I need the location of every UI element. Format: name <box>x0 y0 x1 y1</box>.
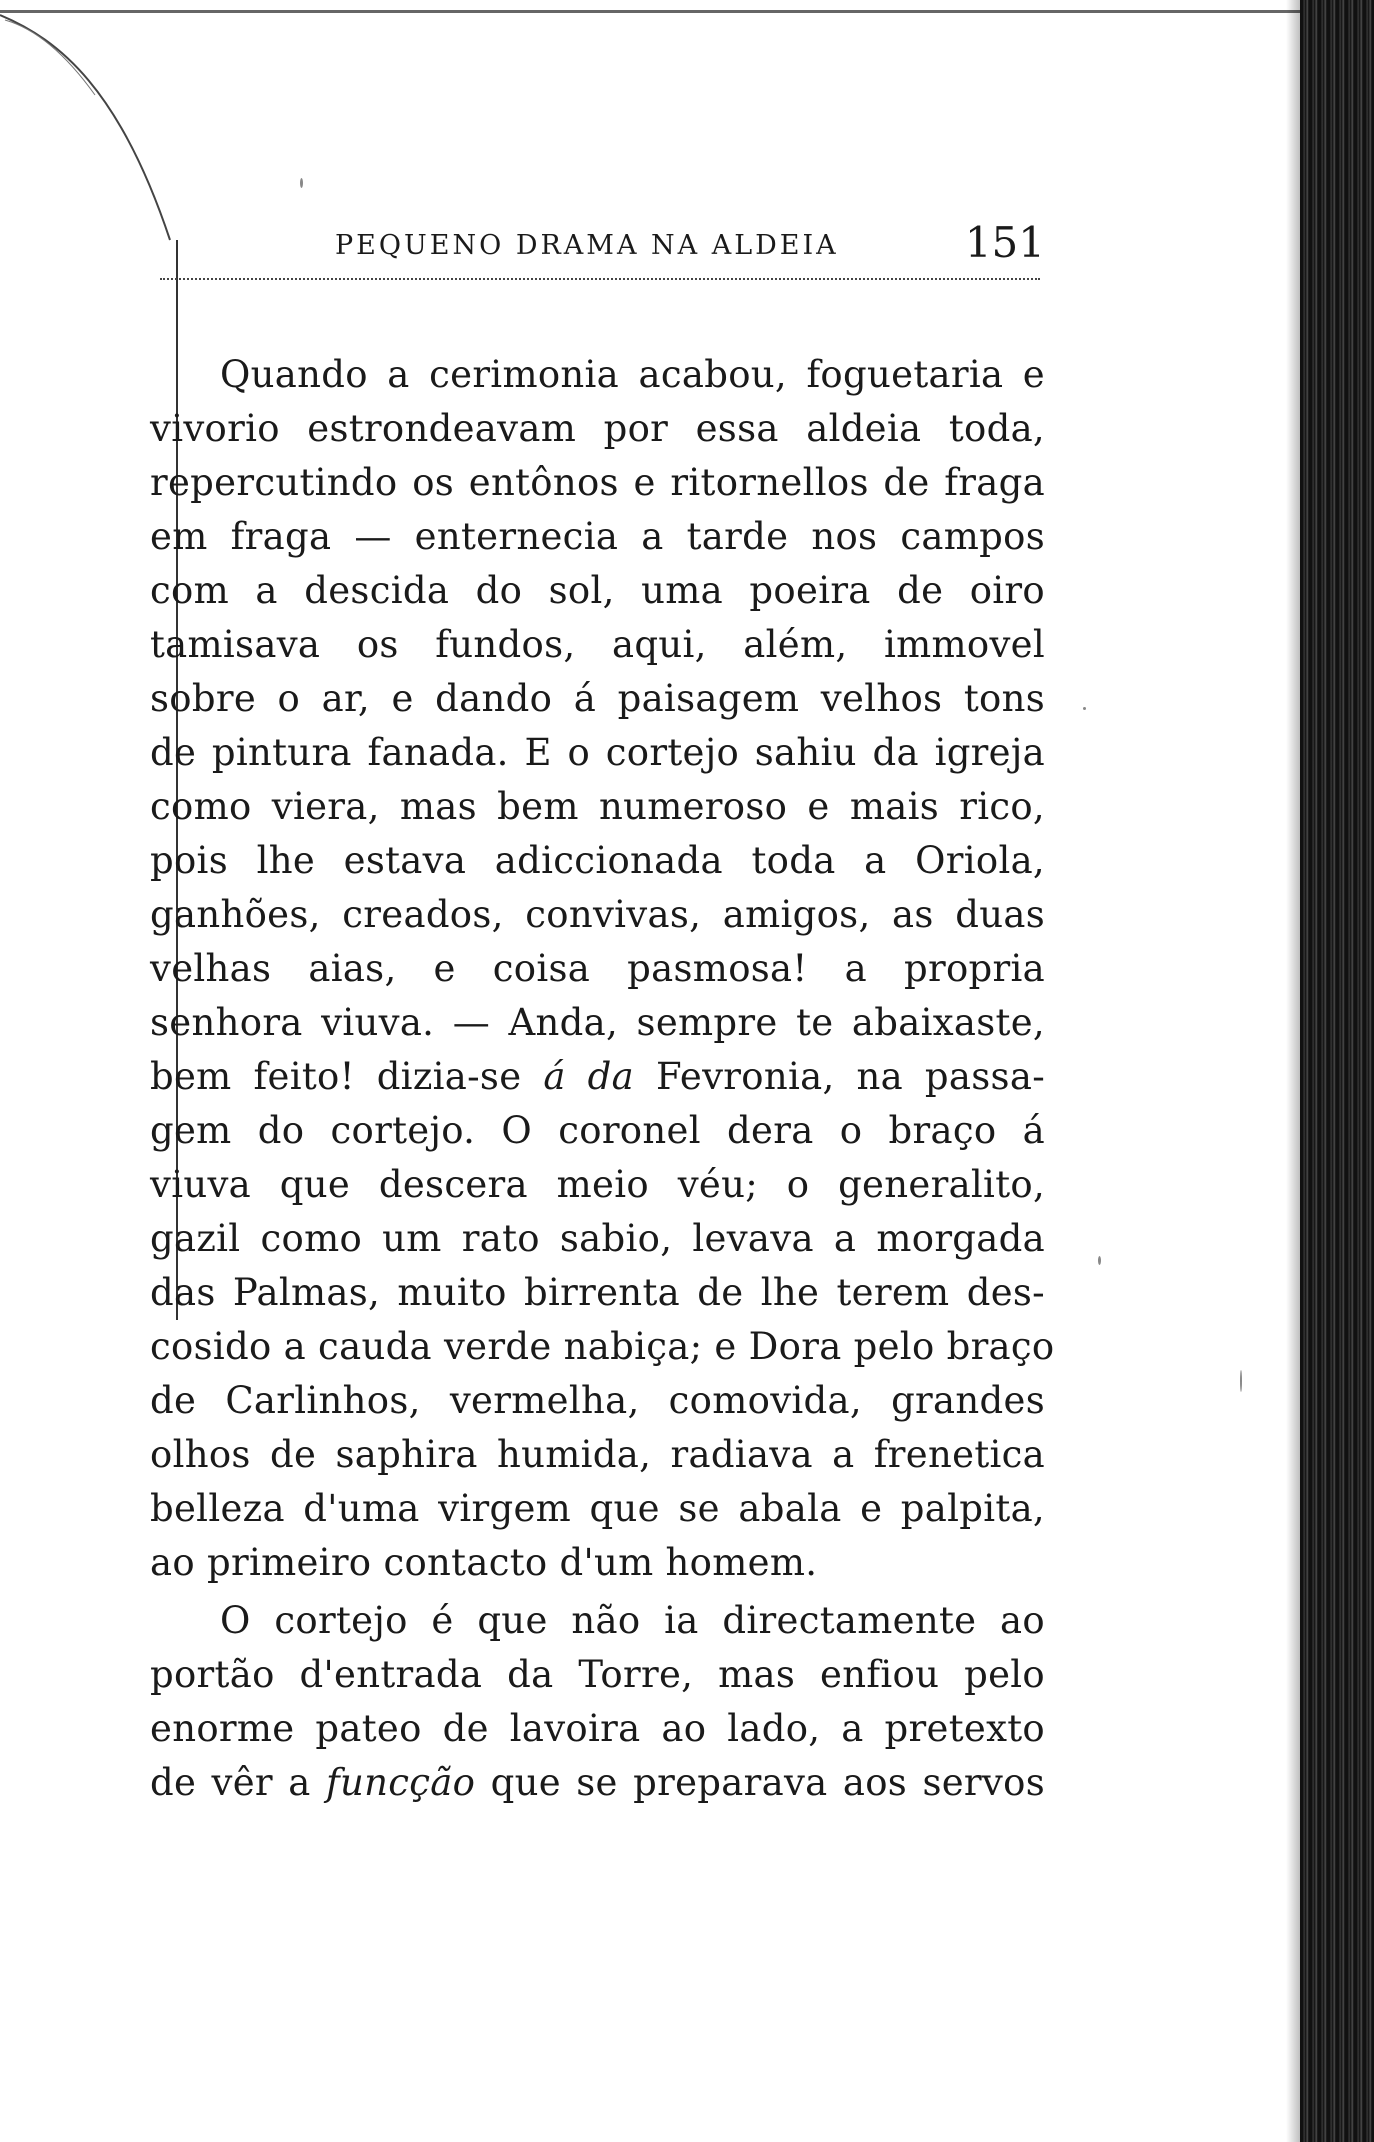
text-line: repercutindo os entônos e ritornellos de fraga <box>150 461 1045 504</box>
paragraph <box>150 348 1055 1590</box>
text-line: velhas aias, e coisa pasmosa! a propria <box>150 947 1045 990</box>
body-text <box>150 348 1055 1810</box>
text-line: de Carlinhos, vermelha, comovida, grandes <box>150 1379 1045 1422</box>
text-line-with-italic: bem feito! dizia-se á da Fevronia, na passa- <box>150 1055 1045 1098</box>
page-number: 151 <box>964 218 1045 267</box>
text-line: cosido a cauda verde nabiça; e Dora pelo braço <box>150 1325 1055 1368</box>
italic-word: á da <box>543 1055 634 1098</box>
text-line: O cortejo é que não ia directamente ao <box>220 1599 1045 1642</box>
running-head <box>185 216 1045 276</box>
text-line: viuva que descera meio véu; o generalito, <box>150 1163 1045 1206</box>
text-line: sobre o ar, e dando á paisagem velhos tons <box>150 677 1045 720</box>
text-line: gem do cortejo. O coronel dera o braço á <box>150 1109 1045 1152</box>
text-line: de pintura fanada. E o cortejo sahiu da igreja <box>150 731 1045 774</box>
text-line: pois lhe estava adiccionada toda a Oriola, <box>150 839 1045 882</box>
text-line: senhora viuva. — Anda, sempre te abaixaste, <box>150 1001 1045 1044</box>
binding-shadow <box>1286 0 1300 2142</box>
text-line: ao primeiro contacto d'um homem. <box>150 1541 818 1584</box>
text-line: Quando a cerimonia acabou, foguetaria e <box>220 353 1045 396</box>
paper-speck <box>300 178 303 188</box>
paper-speck <box>1098 1256 1101 1265</box>
head-rule <box>160 278 1040 280</box>
italic-word: funcção <box>326 1761 476 1804</box>
text-line: enorme pateo de lavoira ao lado, a pretexto <box>150 1707 1045 1750</box>
text-line: das Palmas, muito birrenta de lhe terem des- <box>150 1271 1045 1314</box>
text-line: portão d'entrada da Torre, mas enfiou pelo <box>150 1653 1045 1696</box>
paragraph <box>150 1594 1045 1810</box>
text-line: em fraga — enternecia a tarde nos campos <box>150 515 1045 558</box>
book-spine-edge <box>1300 0 1374 2142</box>
running-title: PEQUENO DRAMA NA ALDEIA <box>335 230 839 261</box>
text-line: gazil como um rato sabio, levava a morgada <box>150 1217 1045 1260</box>
text-line: belleza d'uma virgem que se abala e palpita, <box>150 1487 1045 1530</box>
text-line: tamisava os fundos, aqui, além, immovel <box>150 623 1045 666</box>
paper-speck <box>1240 1370 1242 1392</box>
text-line: olhos de saphira humida, radiava a frenetica <box>150 1433 1045 1476</box>
text-line: vivorio estrondeavam por essa aldeia toda, <box>150 407 1045 450</box>
text-line: com a descida do sol, uma poeira de oiro <box>150 569 1045 612</box>
text-line-with-italic: de vêr a funcção que se preparava aos servos <box>150 1761 1045 1804</box>
text-line: como viera, mas bem numeroso e mais rico, <box>150 785 1045 828</box>
text-line: ganhões, creados, convivas, amigos, as duas <box>150 893 1045 936</box>
paper-speck <box>1083 707 1086 710</box>
